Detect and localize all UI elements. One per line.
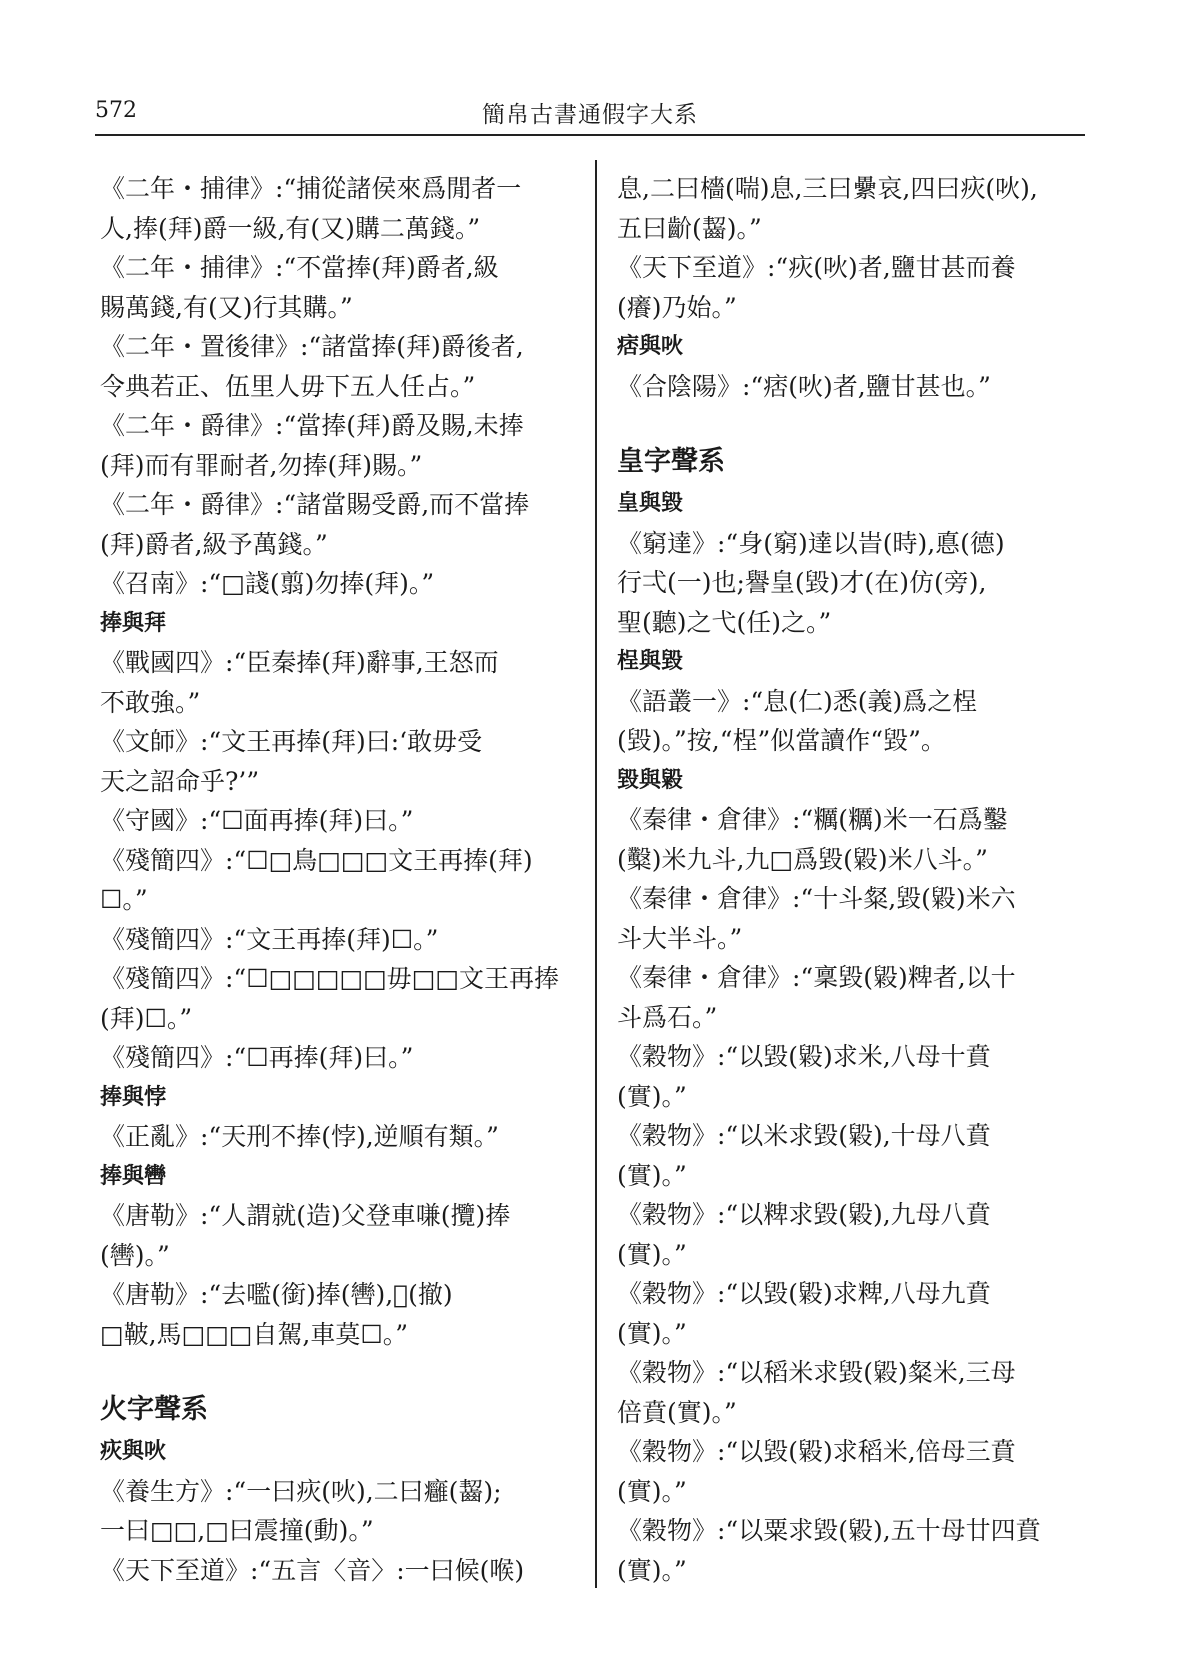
page-header [95, 96, 1085, 134]
running-title: 簡帛古書通假字大系 [482, 102, 698, 128]
text-line: 《殘簡四》:“☐□□□□□毋□□文王再捧 [100, 964, 559, 993]
entry-heading: 毀與毇 [617, 767, 684, 793]
text-line: 《二年・爵律》:“當捧(拜)爵及賜,未捧 [100, 411, 524, 440]
text-line: 《文師》:“文王再捧(拜)曰:‘敢毋受 [100, 727, 483, 756]
text-line: 《穀物》:“以粟求毀(毇),五十母廿四賁 [617, 1516, 1041, 1545]
text-line: 斗爲石。” [617, 1002, 718, 1032]
text-line: 《秦律・倉律》:“十斗粲,毀(毇)米六 [617, 884, 1016, 913]
text-line: 《語叢一》:“息(仁)悉(義)爲之桯 [617, 686, 978, 716]
text-line: 《穀物》:“以稻米求毀(毇)粲米,三母 [617, 1358, 1016, 1387]
right-column [617, 169, 1097, 1590]
entry-heading: 痞與吙 [617, 334, 684, 359]
text-line: (實)。” [617, 1239, 687, 1269]
section-gap [100, 1354, 580, 1388]
text-line: 《養生方》:“一曰疢(吙),二曰癰(齧); [100, 1476, 502, 1506]
text-line: 人,捧(拜)爵一級,有(又)購二萬錢。” [100, 213, 481, 243]
text-line: 《二年・捕律》:“不當捧(拜)爵者,級 [100, 253, 499, 282]
text-line: 息,二曰檣(喘)息,三曰纍哀,四曰疢(吙), [617, 174, 1038, 203]
text-line: 《二年・置後律》:“諸當捧(拜)爵後者, [100, 332, 524, 361]
text-line: (實)。” [617, 1081, 687, 1111]
entry-heading: 皇與毀 [617, 491, 684, 516]
text-line: 《戰國四》:“臣秦捧(拜)辭事,王怒而 [100, 648, 499, 677]
text-line: 《穀物》:“以毀(毇)求稻米,倍母三賁 [617, 1437, 1016, 1466]
entry-heading: 桯與毀 [617, 649, 684, 674]
text-line: 《天下至道》:“疢(吙)者,鹽甘甚而養 [617, 253, 1016, 282]
text-line: 《窮達》:“身(窮)達以旹(時),悳(德) [617, 528, 1005, 558]
text-line: 令典若正、伍里人毋下五人任占。” [100, 371, 476, 401]
text-line: 《唐勒》:“人謂就(造)父登車嗛(攬)捧 [100, 1201, 511, 1230]
text-line: 《穀物》:“以米求毀(毇),十母八賁 [617, 1121, 991, 1150]
text-line: 《秦律・倉律》:“稟毀(毇)粺者,以十 [617, 963, 1016, 992]
entry-heading: 捧與轡 [100, 1163, 167, 1189]
text-line: 《守國》:“☐面再捧(拜)曰。” [100, 806, 414, 835]
text-line: 五曰齘(齧)。” [617, 213, 762, 243]
text-line: 《天下至道》:“五言〈音〉:一曰候(喉) [100, 1555, 525, 1585]
text-line: 《秦律・倉律》:“糲(糲)米一石爲鑿 [617, 805, 1008, 834]
text-line: 《正亂》:“天刑不捧(悖),逆順有類。” [100, 1122, 499, 1151]
text-line: 《殘簡四》:“文王再捧(拜)☐。” [100, 924, 439, 954]
text-line: 《二年・捕律》:“捕從諸侯來爲閒者一 [100, 174, 522, 203]
section-title: 火字聲系 [100, 1394, 208, 1425]
text-line: 行弌(一)也;譽皇(毀)才(在)仿(旁), [617, 568, 987, 597]
page-number: 572 [95, 98, 137, 123]
entry-heading: 捧與拜 [100, 610, 167, 636]
text-line: 《召南》:“□諓(翦)勿捧(拜)。” [100, 569, 435, 598]
text-line: (實)。” [617, 1318, 687, 1348]
text-line: 《唐勒》:“去嚂(銜)捧(轡),𠟗(撤) [100, 1280, 453, 1309]
text-line: 《殘簡四》:“☐□鳥□□□文王再捧(拜) [100, 845, 533, 875]
text-line: (拜)☐。” [100, 1003, 193, 1033]
section-gap [617, 406, 1097, 440]
section-title: 皇字聲系 [617, 446, 725, 477]
text-line: (實)。” [617, 1555, 687, 1585]
text-line: □鞁,馬□□□自駕,車莫☐。” [100, 1319, 409, 1349]
text-line: 《合陰陽》:“痞(吙)者,鹽甘甚也。” [617, 371, 991, 401]
text-line: 《二年・爵律》:“諸當賜受爵,而不當捧 [100, 490, 530, 519]
text-line: 倍賁(實)。” [617, 1397, 737, 1427]
text-line: 《穀物》:“以毀(毇)求米,八母十賁 [617, 1042, 991, 1071]
text-line: (拜)而有罪耐者,勿捧(拜)賜。” [100, 450, 423, 480]
column-divider [595, 160, 597, 1588]
text-line: 一曰□□,□曰震撞(動)。” [100, 1516, 374, 1545]
header-rule [95, 134, 1085, 136]
text-line: 聖(聽)之弋(任)之。” [617, 607, 832, 637]
text-line: (實)。” [617, 1476, 687, 1506]
text-line: (實)。” [617, 1160, 687, 1190]
text-line: (毀)。”按,“桯”似當讀作“毀”。 [617, 726, 946, 755]
text-line: (拜)爵者,級予萬錢。” [100, 529, 328, 559]
text-line: (轡)。” [100, 1240, 170, 1270]
text-line: ☐。” [100, 885, 148, 914]
left-column [100, 169, 580, 1590]
text-line: 斗大半斗。” [617, 923, 743, 953]
text-line: (糳)米九斗,九□爲毀(毇)米八斗。” [617, 844, 988, 874]
text-line: 《穀物》:“以毀(毇)求粺,八母九賁 [617, 1279, 991, 1308]
text-line: 天之詔命乎?’” [100, 766, 260, 796]
text-line: 不敢強。” [100, 687, 201, 717]
text-line: 《殘簡四》:“☐再捧(拜)曰。” [100, 1043, 414, 1072]
text-line: 《穀物》:“以粺求毀(毇),九母八賁 [617, 1200, 991, 1229]
entry-heading: 疢與吙 [100, 1439, 167, 1464]
text-line: 賜萬錢,有(又)行其購。” [100, 292, 353, 322]
text-line: (癢)乃始。” [617, 292, 737, 322]
entry-heading: 捧與悖 [100, 1084, 167, 1110]
